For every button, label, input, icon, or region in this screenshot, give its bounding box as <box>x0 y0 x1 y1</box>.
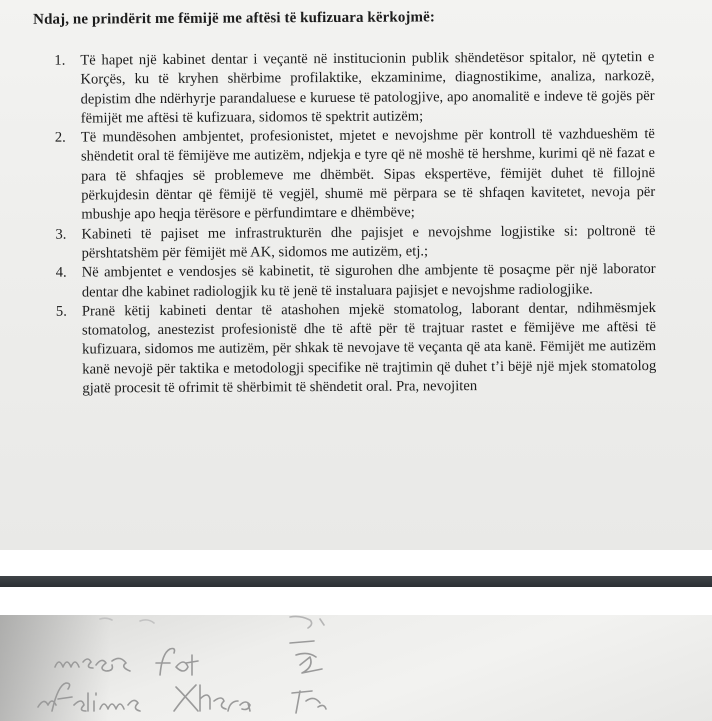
handwriting-drawing <box>0 615 712 721</box>
request-list <box>54 48 656 399</box>
white-gap-lower <box>0 587 712 615</box>
divider-bar <box>0 576 712 587</box>
list-item <box>56 260 656 302</box>
item-number: 5. <box>55 303 67 320</box>
item-text: Të hapet një kabinet dentar i veçantë në institucionin publik shëndetësor spitalor, në qytetin e Korçës, ku të kryhen shërbime profilaktike, ekzaminime, diagnostikime, analiza, narkozë, depistim dhe ndërhyrje parandaluese e kuruese të patologjive, apo anomalitë e indeve të gojës për fëmijët me aftësi të kufizuara, sidomos të spektrit autizëm; <box>80 49 655 127</box>
handwriting-word <box>50 654 84 671</box>
item-number: 3. <box>55 226 67 243</box>
list-item <box>55 222 655 264</box>
item-number: 1. <box>54 52 66 69</box>
list-item <box>56 299 657 399</box>
item-text: Pranë këtij kabineti dentar të atashohen mjekë stomatolog, laborant dentar, ndihmësmjek stomatolog, anestezist profesionistë dhe të aftë për të trajtuar rastet e fëmijëve me aftësi të kufizuara, sidomos me autizëm, për shkak të nevojave të veçanta që ata kanë. Fëmijët me autizëm kanë nevojë për taktika e metodologji specifike në trajtimin që duhet t’i bëjë një mjek stomatolog gjatë procesit të ofrimit të shërbimit të shëndetit oral. Pra, nevojiten <box>81 299 657 397</box>
item-number: 4. <box>55 264 67 281</box>
item-text: Të mundësohen ambjentet, profesionistet, mjetet e nevojshme për kontroll të vazhdueshëm të shëndetit oral të fëmijëve me autizëm, ndjekja e tyre që në moshë të hershme, kurimi që në fazat e para të shfaqjes së problemeve me dhëmbët. Sipas ekspertëve, fëmijët duhet të fillojnë përkujdesin dëntar që fëmijë të vegjël, shumë më përpara se të shfaqen kavitetet, nevoja për mbushje apo heqja tërësore e përfundimtare e dhëmbëve; <box>80 126 656 223</box>
item-text: Në ambjentet e vendosjes së kabinetit, të sigurohen dhe ambjente të posaçme për një laborator dentar dhe kabinet radiologjik ku të jenë të instaluara pajisjet e nevojshme radiologjike. <box>81 261 656 301</box>
white-gap <box>0 550 712 576</box>
item-number: 2. <box>54 129 66 146</box>
item-text: Kabineti të pajiset me infrastrukturën dhe pajisjet e nevojshme logjistike si: poltronë të përshtatshëm për fëmijët më AK, sidomos me autizëm, etj.; <box>81 222 656 262</box>
list-item <box>54 48 654 129</box>
list-item <box>55 125 656 225</box>
document-heading: Ndaj, ne prindërit me fëmijë me aftësi të kufizuara kërkojmë: <box>33 9 435 28</box>
handwriting-photo <box>0 615 712 721</box>
